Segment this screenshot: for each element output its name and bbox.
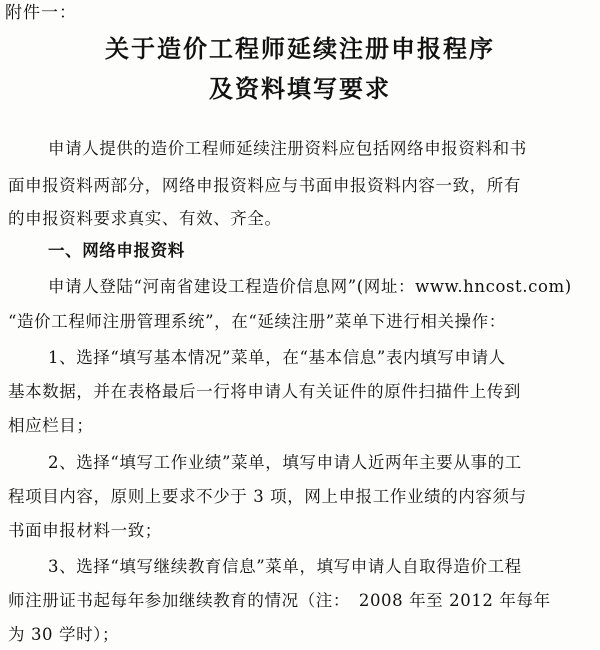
body-line: 申请人提供的造价工程师延续注册资料应包括网络申报资料和书 — [48, 139, 527, 158]
body-line: 申请人登陆“河南省建设工程造价信息网”(网址：www.hncost.com) — [48, 277, 572, 296]
attachment-label: 附件一： — [5, 3, 77, 23]
section-heading: 一、网络申报资料 — [48, 241, 185, 260]
list-item-line: 1、选择“填写基本情况”菜单，在“基本信息”表内填写申请人 — [48, 348, 506, 367]
body-line: 的申报资料要求真实、有效、齐全。 — [8, 209, 282, 228]
list-item-line: 为 30 学时）； — [8, 625, 120, 644]
list-item-line: 相应栏目； — [8, 416, 94, 435]
list-item-line: 书面申报材料一致； — [8, 521, 162, 540]
body-line: “造价工程师注册管理系统”，在“延续注册”菜单下进行相关操作： — [8, 312, 506, 331]
document-title-line-1: 关于造价工程师延续注册申报程序 — [105, 34, 495, 63]
body-line: 面申报资料两部分，网络申报资料应与书面申报资料内容一致，所有 — [8, 176, 521, 195]
list-item-line: 3、选择“填写继续教育信息”菜单，填写申请人自取得造价工程 — [48, 557, 522, 576]
list-item-line: 师注册证书起每年参加继续教育的情况（注： 2008 年至 2012 年每年 — [8, 591, 551, 610]
list-item-line: 程项目内容，原则上要求不少于 3 项，网上申报工作业绩的内容须与 — [8, 487, 527, 506]
document-title-line-2: 及资料填写要求 — [209, 74, 391, 103]
list-item-line: 2、选择“填写工作业绩”菜单，填写申请人近两年主要从事的工 — [48, 453, 522, 472]
list-item-line: 基本数据，并在表格最后一行将申请人有关证件的原件扫描件上传到 — [8, 382, 521, 401]
